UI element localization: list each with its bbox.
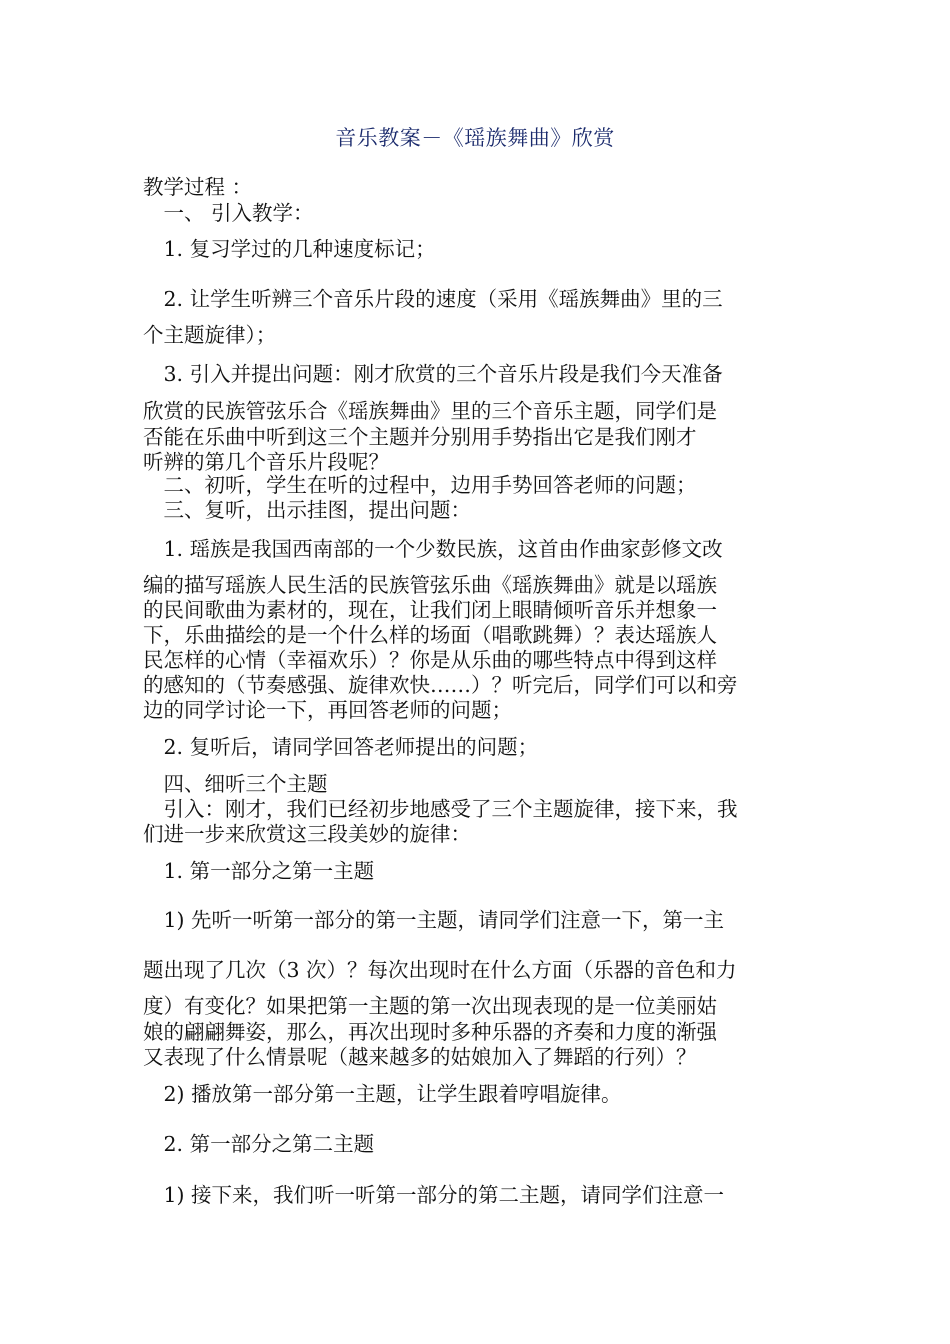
text-line: 1) 接下来，我们听一听第一部分的第二主题，请同学们注意一: [143, 1183, 725, 1207]
page-title: 音乐教案－《瑶族舞曲》欣赏: [335, 126, 615, 150]
text-line: 题出现了几次（3 次）？每次出现时在什么方面（乐器的音色和力: [143, 958, 737, 982]
text-line: 1. 复习学过的几种速度标记；: [143, 237, 436, 261]
text-line: 民怎样的心情（幸福欢乐）？你是从乐曲的哪些特点中得到这样: [143, 648, 717, 672]
text-line: 编的描写瑶族人民生活的民族管弦乐曲《瑶族舞曲》就是以瑶族: [143, 573, 717, 597]
text-line: 1) 先听一听第一部分的第一主题，请同学们注意一下，第一主: [143, 908, 725, 932]
text-line: 们进一步来欣赏这三段美妙的旋律：: [143, 822, 471, 846]
text-line: 个主题旋律）；: [143, 323, 277, 347]
text-line: 2. 第一部分之第二主题: [143, 1132, 375, 1156]
text-line: 2) 播放第一部分第一主题，让学生跟着哼唱旋律。: [143, 1082, 622, 1106]
text-line: 一、 引入教学：: [143, 201, 314, 225]
text-line: 下，乐曲描绘的是一个什么样的场面（唱歌跳舞）？表达瑶族人: [143, 623, 717, 647]
text-line: 教学过程 ：: [143, 175, 253, 199]
text-line: 2. 让学生听辨三个音乐片段的速度（采用《瑶族舞曲》里的三: [143, 287, 723, 311]
text-line: 1. 瑶族是我国西南部的一个少数民族，这首由作曲家彭修文改: [143, 537, 723, 561]
text-line: 度）有变化？如果把第一主题的第一次出现表现的是一位美丽姑: [143, 994, 717, 1018]
text-line: 2. 复听后，请同学回答老师提出的问题；: [143, 735, 539, 759]
text-line: 又表现了什么情景呢（越来越多的姑娘加入了舞蹈的行列）？: [143, 1045, 697, 1069]
text-line: 四、细听三个主题: [143, 772, 328, 796]
text-line: 否能在乐曲中听到这三个主题并分别用手势指出它是我们刚才: [143, 425, 697, 449]
text-line: 听辨的第几个音乐片段呢？: [143, 450, 389, 474]
text-line: 娘的翩翩舞姿，那么，再次出现时多种乐器的齐奏和力度的渐强: [143, 1020, 717, 1044]
text-line: 3. 引入并提出问题：刚才欣赏的三个音乐片段是我们今天准备: [143, 362, 723, 386]
text-line: 的民间歌曲为素材的，现在，让我们闭上眼睛倾听音乐并想象一: [143, 598, 717, 622]
text-line: 引入：刚才，我们已经初步地感受了三个主题旋律，接下来，我: [143, 797, 738, 821]
text-line: 的感知的（节奏感强、旋律欢快……）？听完后，同学们可以和旁: [143, 673, 738, 697]
text-line: 边的同学讨论一下，再回答老师的问题；: [143, 698, 512, 722]
text-line: 1. 第一部分之第一主题: [143, 859, 375, 883]
text-line: 二、初听，学生在听的过程中，边用手势回答老师的问题；: [143, 473, 697, 497]
text-line: 三、复听，出示挂图，提出问题：: [143, 498, 471, 522]
text-line: 欣赏的民族管弦乐合《瑶族舞曲》里的三个音乐主题，同学们是: [143, 399, 717, 423]
